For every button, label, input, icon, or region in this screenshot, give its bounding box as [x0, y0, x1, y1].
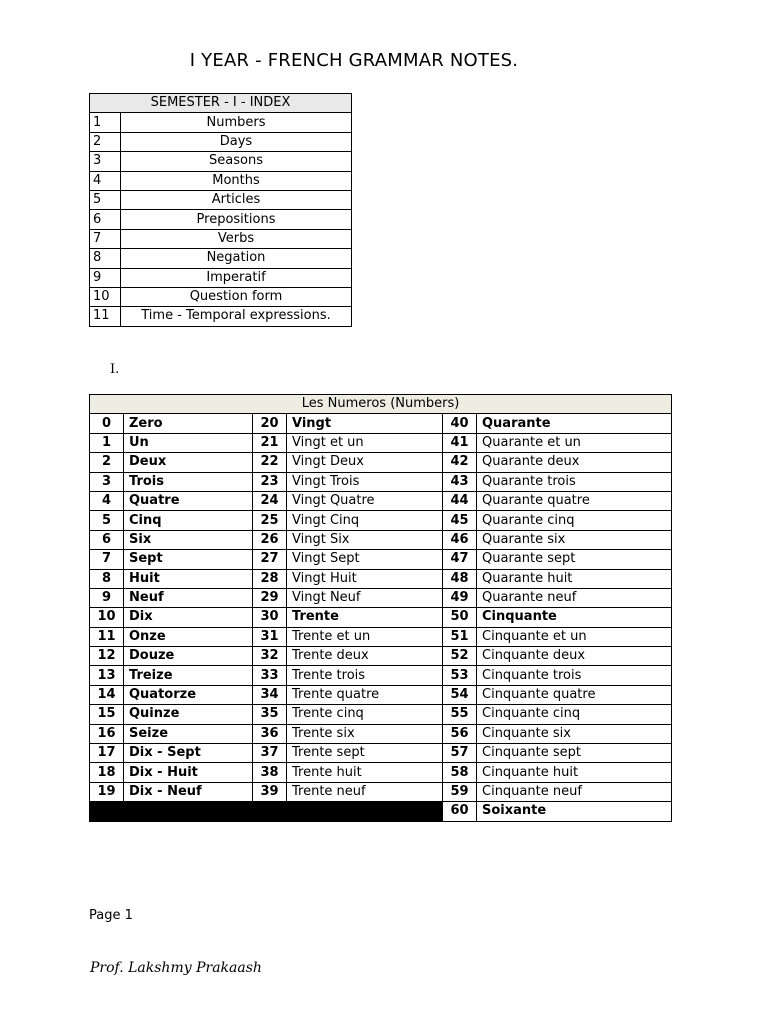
number-digit: 19: [90, 782, 124, 801]
number-digit: 7: [90, 550, 124, 569]
number-word: Vingt Cinq: [287, 511, 443, 530]
number-digit: 47: [443, 550, 477, 569]
number-digit: 25: [253, 511, 287, 530]
index-number: 8: [90, 249, 121, 268]
index-topic: Time - Temporal expressions.: [121, 307, 352, 326]
index-number: 5: [90, 190, 121, 209]
index-body: [90, 113, 352, 326]
index-topic: Question form: [121, 287, 352, 306]
document-title: I YEAR - FRENCH GRAMMAR NOTES.: [189, 50, 519, 71]
number-word: Soixante: [477, 802, 672, 821]
index-topic: Months: [121, 171, 352, 190]
numbers-header-row: [90, 395, 672, 414]
number-digit: 30: [253, 608, 287, 627]
numbers-row: [90, 453, 672, 472]
index-topic: Imperatif: [121, 268, 352, 287]
number-digit: 48: [443, 569, 477, 588]
number-digit: 4: [90, 491, 124, 510]
index-number: 10: [90, 287, 121, 306]
index-row: [90, 287, 352, 306]
number-digit: 53: [443, 666, 477, 685]
number-word: Dix: [124, 608, 253, 627]
number-digit: 32: [253, 647, 287, 666]
index-topic: Verbs: [121, 229, 352, 248]
number-digit: 33: [253, 666, 287, 685]
number-word: Neuf: [124, 588, 253, 607]
number-digit: 11: [90, 627, 124, 646]
number-digit: 8: [90, 569, 124, 588]
index-number: 2: [90, 132, 121, 151]
number-digit: 3: [90, 472, 124, 491]
numbers-row: [90, 414, 672, 433]
number-word: Zero: [124, 414, 253, 433]
number-word: Quarante neuf: [477, 588, 672, 607]
number-digit: 12: [90, 647, 124, 666]
index-row: [90, 307, 352, 326]
index-number: 1: [90, 113, 121, 132]
numbers-row: [90, 705, 672, 724]
numbers-row: [90, 569, 672, 588]
index-topic: Articles: [121, 190, 352, 209]
number-digit: 6: [90, 530, 124, 549]
numbers-row: [90, 588, 672, 607]
number-word: Quarante huit: [477, 569, 672, 588]
number-digit: 37: [253, 744, 287, 763]
number-word: Cinquante huit: [477, 763, 672, 782]
number-word: Trente et un: [287, 627, 443, 646]
index-table: [89, 93, 352, 327]
number-digit: 29: [253, 588, 287, 607]
number-word: Seize: [124, 724, 253, 743]
numbers-row: [90, 685, 672, 704]
number-word: Quarante quatre: [477, 491, 672, 510]
number-digit: 9: [90, 588, 124, 607]
number-word: Quarante: [477, 414, 672, 433]
numbers-row: [90, 724, 672, 743]
number-digit: 23: [253, 472, 287, 491]
number-digit: 22: [253, 453, 287, 472]
index-number: 11: [90, 307, 121, 326]
number-digit: 49: [443, 588, 477, 607]
number-word: Cinq: [124, 511, 253, 530]
index-header-row: [90, 94, 352, 113]
number-digit: 16: [90, 724, 124, 743]
index-topic: Seasons: [121, 152, 352, 171]
index-row: [90, 171, 352, 190]
number-digit: 43: [443, 472, 477, 491]
number-digit: 15: [90, 705, 124, 724]
number-word: Quarante trois: [477, 472, 672, 491]
number-digit: 35: [253, 705, 287, 724]
numbers-row: [90, 472, 672, 491]
number-word: Vingt et un: [287, 433, 443, 452]
numbers-row: [90, 608, 672, 627]
number-digit: 27: [253, 550, 287, 569]
number-digit: 44: [443, 491, 477, 510]
number-word: Cinquante: [477, 608, 672, 627]
numbers-row: [90, 744, 672, 763]
number-digit: 18: [90, 763, 124, 782]
number-digit: 31: [253, 627, 287, 646]
number-word: Quarante et un: [477, 433, 672, 452]
number-word: Un: [124, 433, 253, 452]
number-digit: 24: [253, 491, 287, 510]
index-topic: Negation: [121, 249, 352, 268]
number-digit: 13: [90, 666, 124, 685]
index-header: SEMESTER - I - INDEX: [90, 94, 352, 113]
number-word: Trente deux: [287, 647, 443, 666]
number-digit: 58: [443, 763, 477, 782]
number-digit: 20: [253, 414, 287, 433]
number-word: Quarante sept: [477, 550, 672, 569]
number-word: Quarante six: [477, 530, 672, 549]
numbers-row: [90, 666, 672, 685]
number-digit: 26: [253, 530, 287, 549]
number-word: Quatre: [124, 491, 253, 510]
number-word: Trente huit: [287, 763, 443, 782]
number-digit: 60: [443, 802, 477, 821]
number-digit: 28: [253, 569, 287, 588]
number-digit: 14: [90, 685, 124, 704]
index-row: [90, 229, 352, 248]
number-digit: 38: [253, 763, 287, 782]
number-digit: 17: [90, 744, 124, 763]
numbers-row: [90, 550, 672, 569]
number-word: Trente quatre: [287, 685, 443, 704]
number-digit: 5: [90, 511, 124, 530]
index-row: [90, 132, 352, 151]
index-row: [90, 152, 352, 171]
index-number: 6: [90, 210, 121, 229]
number-word: Cinquante trois: [477, 666, 672, 685]
index-topic: Days: [121, 132, 352, 151]
number-word: Trente trois: [287, 666, 443, 685]
index-number: 4: [90, 171, 121, 190]
number-word: Vingt Deux: [287, 453, 443, 472]
numbers-row: [90, 491, 672, 510]
number-digit: 50: [443, 608, 477, 627]
index-row: [90, 268, 352, 287]
numbers-table: [89, 394, 672, 822]
number-word: Cinquante sept: [477, 744, 672, 763]
index-row: [90, 113, 352, 132]
number-word: Cinquante et un: [477, 627, 672, 646]
number-word: Vingt Trois: [287, 472, 443, 491]
number-word: Cinquante cinq: [477, 705, 672, 724]
number-word: Trente six: [287, 724, 443, 743]
numbers-header: Les Numeros (Numbers): [90, 395, 672, 414]
number-digit: 36: [253, 724, 287, 743]
number-word: Trente neuf: [287, 782, 443, 801]
index-row: [90, 210, 352, 229]
number-word: Quinze: [124, 705, 253, 724]
number-word: Dix - Huit: [124, 763, 253, 782]
author-name: Prof. Lakshmy Prakaash: [90, 960, 262, 976]
number-word: Trente: [287, 608, 443, 627]
numbers-row: [90, 433, 672, 452]
numbers-row: [90, 782, 672, 801]
number-word: Treize: [124, 666, 253, 685]
number-word: Trois: [124, 472, 253, 491]
number-digit: 52: [443, 647, 477, 666]
number-digit: 34: [253, 685, 287, 704]
number-word: Vingt Sept: [287, 550, 443, 569]
number-word: Huit: [124, 569, 253, 588]
numbers-row: [90, 530, 672, 549]
number-digit: 0: [90, 414, 124, 433]
number-digit: 41: [443, 433, 477, 452]
number-digit: 54: [443, 685, 477, 704]
numbers-body: [90, 414, 672, 821]
index-number: 7: [90, 229, 121, 248]
number-digit: 55: [443, 705, 477, 724]
number-word: Quarante deux: [477, 453, 672, 472]
number-word: Vingt Quatre: [287, 491, 443, 510]
number-word: Vingt Six: [287, 530, 443, 549]
numbers-row: [90, 511, 672, 530]
index-row: [90, 190, 352, 209]
number-word: Cinquante six: [477, 724, 672, 743]
section-marker: I.: [110, 362, 120, 377]
index-topic: Numbers: [121, 113, 352, 132]
number-digit: 1: [90, 433, 124, 452]
number-digit: 51: [443, 627, 477, 646]
numbers-row: [90, 647, 672, 666]
number-digit: 21: [253, 433, 287, 452]
numbers-row-last: [90, 802, 672, 821]
number-word: Cinquante quatre: [477, 685, 672, 704]
number-word: Trente cinq: [287, 705, 443, 724]
number-word: Onze: [124, 627, 253, 646]
number-word: Quarante cinq: [477, 511, 672, 530]
index-row: [90, 249, 352, 268]
number-word: Dix - Neuf: [124, 782, 253, 801]
number-digit: 56: [443, 724, 477, 743]
number-word: Cinquante deux: [477, 647, 672, 666]
number-digit: 39: [253, 782, 287, 801]
number-word: Six: [124, 530, 253, 549]
number-digit: 42: [443, 453, 477, 472]
number-digit: 10: [90, 608, 124, 627]
number-word: Trente sept: [287, 744, 443, 763]
number-digit: 2: [90, 453, 124, 472]
page-number: Page 1: [89, 908, 133, 923]
number-digit: 40: [443, 414, 477, 433]
number-digit: 45: [443, 511, 477, 530]
number-word: Cinquante neuf: [477, 782, 672, 801]
number-word: Deux: [124, 453, 253, 472]
number-word: Vingt: [287, 414, 443, 433]
numbers-row: [90, 763, 672, 782]
number-word: Quatorze: [124, 685, 253, 704]
number-word: Douze: [124, 647, 253, 666]
numbers-row: [90, 627, 672, 646]
number-word: Sept: [124, 550, 253, 569]
index-topic: Prepositions: [121, 210, 352, 229]
black-fill-cell: [90, 802, 443, 821]
number-word: Vingt Huit: [287, 569, 443, 588]
number-digit: 46: [443, 530, 477, 549]
number-digit: 59: [443, 782, 477, 801]
index-number: 9: [90, 268, 121, 287]
number-digit: 57: [443, 744, 477, 763]
number-word: Dix - Sept: [124, 744, 253, 763]
number-word: Vingt Neuf: [287, 588, 443, 607]
index-number: 3: [90, 152, 121, 171]
